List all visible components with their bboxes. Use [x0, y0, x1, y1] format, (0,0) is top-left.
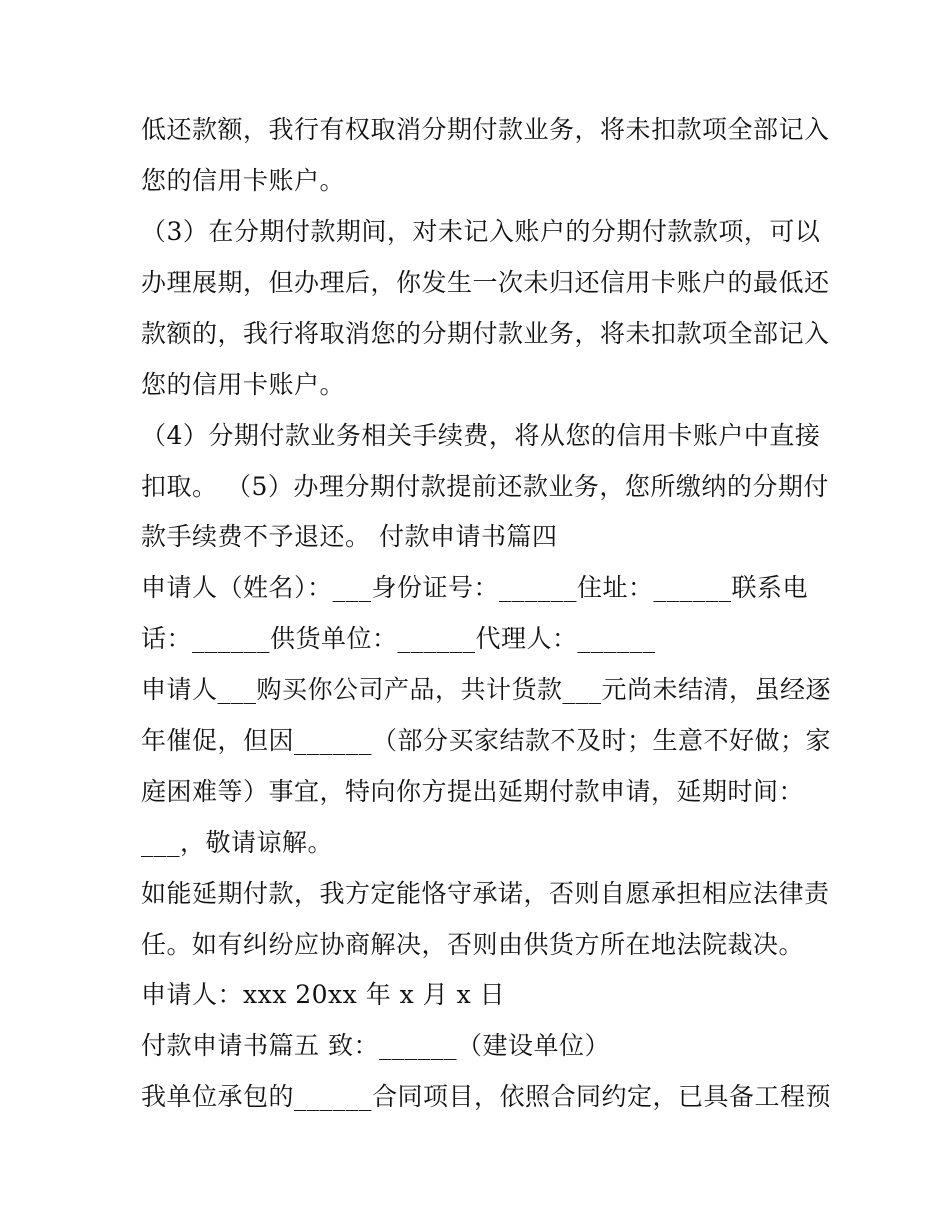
text-line: 扣取。 （5）办理分期付款提前还款业务，您所缴纳的分期付 — [141, 472, 829, 501]
text-line: 办理展期，但办理后，你发生一次未归还信用卡账户的最低还 — [141, 268, 830, 297]
text-line: 您的信用卡账户。 — [141, 370, 346, 399]
text-line: 低还款额，我行有权取消分期付款业务，将未扣款项全部记入 — [141, 115, 830, 144]
text-line: 申请人（姓名）：___身份证号：______住址：______联系电 — [141, 573, 809, 602]
text-line: 任。如有纠纷应协商解决，否则由供货方所在地法院裁决。 — [141, 930, 805, 959]
text-line: 话：______供货单位：______代理人：______ — [141, 624, 656, 653]
text-line: 申请人：xxx 20xx 年 x 月 x 日 — [141, 980, 506, 1009]
text-line: ___，敬请谅解。 — [141, 828, 334, 857]
text-line: 如能延期付款，我方定能恪守承诺，否则自愿承担相应法律责 — [141, 879, 830, 908]
text-line: 我单位承包的______合同项目，依照合同约定，已具备工程预 — [141, 1082, 832, 1111]
text-line: 庭困难等）事宜，特向你方提出延期付款申请，延期时间： — [141, 777, 805, 806]
text-line: 付款申请书篇五 致：______（建设单位） — [141, 1031, 610, 1060]
text-line: 款手续费不予退还。 付款申请书篇四 — [141, 522, 558, 551]
text-line: 您的信用卡账户。 — [141, 166, 346, 195]
text-line: （3）在分期付款期间，对未记入账户的分期付款款项，可以 — [141, 217, 821, 246]
text-line: 申请人___购买你公司产品，共计货款___元尚未结清，虽经逐 — [141, 675, 832, 704]
text-line: 年催促，但因______（部分买家结款不及时；生意不好做；家 — [141, 726, 832, 755]
text-line: （4）分期付款业务相关手续费，将从您的信用卡账户中直接 — [141, 421, 821, 450]
text-line: 款额的，我行将取消您的分期付款业务，将未扣款项全部记入 — [141, 319, 830, 348]
